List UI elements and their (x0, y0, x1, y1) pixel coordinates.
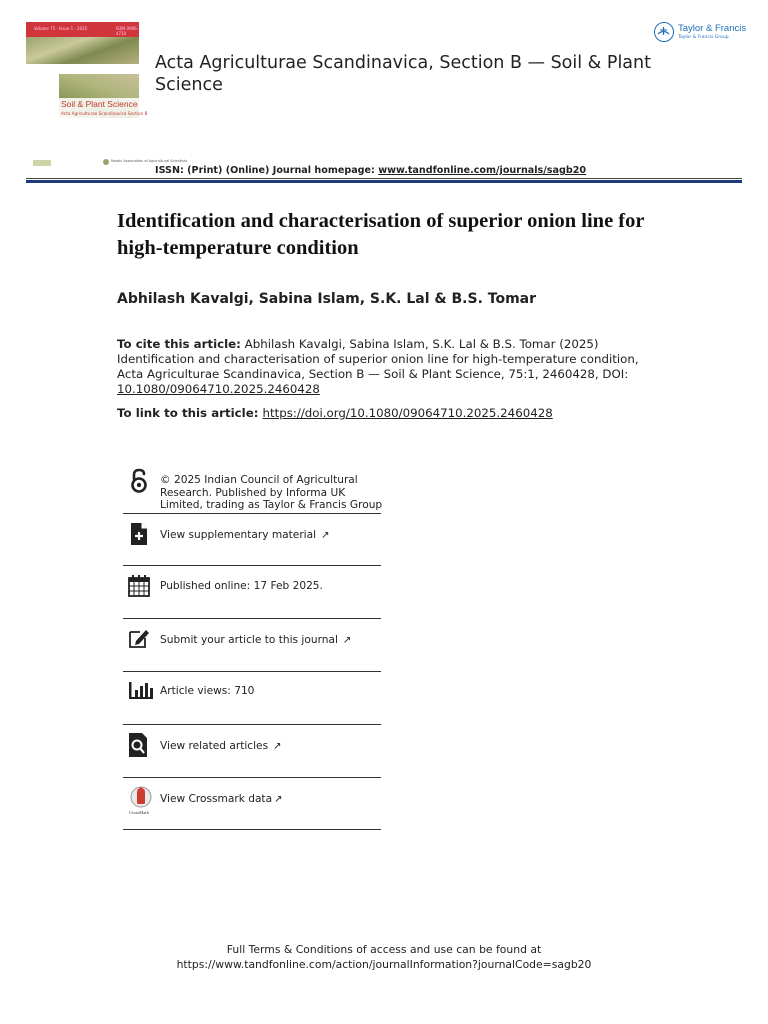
related-row[interactable] (123, 724, 381, 778)
cover-band-left-text: Volume 75 · Issue 1 · 2025 (34, 26, 88, 31)
footer-terms-url[interactable]: https://www.tandfonline.com/action/journalInformation?journalCode=sagb20 (176, 958, 592, 971)
citation-doi-link[interactable]: 10.1080/09064710.2025.2460428 (117, 382, 320, 396)
external-link-icon: ↗︎ (342, 635, 352, 646)
article-title: Identification and characterisation of superior onion line for high-temperature condition (117, 210, 645, 259)
supplementary-document-icon (127, 522, 151, 546)
taylor-francis-logo (654, 22, 754, 48)
crossmark-link[interactable]: View Crossmark data (160, 793, 273, 805)
external-link-icon: ↗︎ (274, 794, 283, 805)
edit-pencil-icon (127, 626, 151, 650)
cover-photo-top (26, 37, 139, 64)
footer-terms (0, 942, 768, 972)
published-date-text: Published online: 17 Feb 2025. (160, 580, 323, 592)
association-logo-label: Nordic Association of Agricultural Scientists (111, 159, 188, 163)
journal-homepage-link[interactable]: www.tandfonline.com/journals/sagb20 (378, 165, 587, 176)
bar-chart-icon (127, 678, 151, 702)
article-link-label: To link to this article: (117, 406, 263, 420)
journal-cover-image (26, 22, 148, 124)
submit-text-wrap (160, 634, 351, 648)
article-link-line (117, 406, 553, 420)
cover-subtitle: Acta Agriculturae Scandinavica Section B (61, 111, 148, 116)
related-text-wrap (160, 740, 282, 754)
supplementary-link[interactable]: View supplementary material (160, 529, 317, 541)
search-document-icon (127, 732, 151, 756)
association-logo-small (103, 159, 188, 166)
crossmark-logo-label: CrossMark (129, 810, 149, 815)
open-access-row (123, 466, 381, 514)
citation-block (117, 337, 647, 397)
society-logo-small (33, 160, 51, 166)
crossmark-row[interactable] (123, 777, 381, 830)
submit-row[interactable] (123, 618, 381, 672)
related-articles-link[interactable]: View related articles (160, 740, 269, 752)
journal-title: Acta Agriculturae Scandinavica, Section B — Soil & Plant Science (155, 53, 651, 95)
open-access-icon (127, 468, 151, 492)
tf-logo-subtitle: Taylor & Francis Group (678, 35, 729, 40)
external-link-icon: ↗︎ (273, 741, 282, 752)
views-row (123, 671, 381, 725)
article-doi-link[interactable]: https://doi.org/10.1080/09064710.2025.2460428 (262, 406, 553, 420)
citation-label: To cite this article: (117, 337, 241, 351)
issn-text: ISSN: (Print) (Online) Journal homepage: (155, 165, 379, 176)
header-divider-thin (26, 178, 742, 179)
crossmark-text-wrap (160, 793, 282, 807)
external-link-icon: ↗︎ (321, 530, 330, 541)
citation-text: Abhilash Kavalgi, Sabina Islam, S.K. Lal & B.S. Tomar (2025) Identification and characterisation of superior onion line for high-temperature condition, Acta Agriculturae Scandinavica, Section B — Soil & Plant Science, 75:1, 2460428, DOI: (117, 337, 639, 381)
cover-band-right-text: ISSN 0906-4710 (116, 26, 139, 36)
supplementary-row[interactable] (123, 513, 381, 566)
submit-article-link[interactable]: Submit your article to this journal (160, 634, 338, 646)
header-divider-thick (26, 180, 742, 183)
open-access-text: © 2025 Indian Council of Agricultural Research. Published by Informa UK Limited, trading as Taylor & Francis Group (160, 474, 383, 511)
calendar-icon (127, 574, 151, 598)
tf-logo-name: Taylor & Francis (678, 23, 747, 34)
issn-line (155, 165, 586, 176)
association-logo-icon (103, 159, 109, 165)
article-authors: Abhilash Kavalgi, Sabina Islam, S.K. Lal & B.S. Tomar (117, 291, 537, 307)
footer-line-1: Full Terms & Conditions of access and use can be found at (226, 943, 542, 956)
supplementary-text-wrap (160, 529, 329, 543)
published-row (123, 565, 381, 619)
article-views-text: Article views: 710 (160, 685, 255, 697)
cover-title: Soil & Plant Science (61, 99, 138, 109)
crossmark-icon (127, 786, 155, 816)
tf-logo-icon (654, 22, 674, 42)
